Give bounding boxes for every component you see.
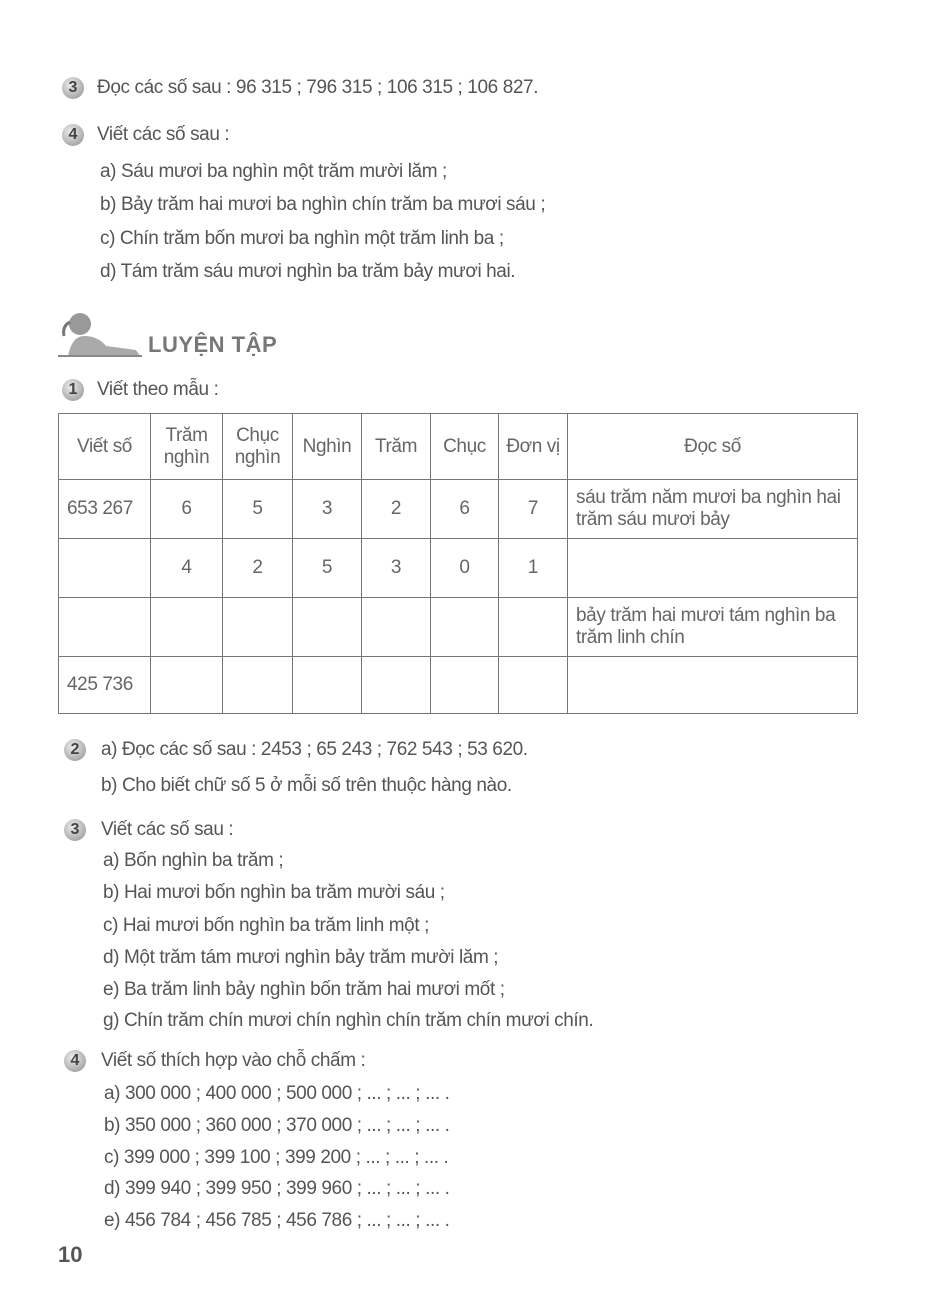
table-row <box>59 657 858 714</box>
exercise-3-prompt: Đọc các số sau : 96 315 ; 796 315 ; 106 315 ; 106 827. <box>97 77 539 98</box>
cell <box>499 657 568 714</box>
page-number: 10 <box>58 1242 83 1267</box>
exercise-number-badge: 3 <box>62 77 84 99</box>
cell: sáu trăm năm mươi ba nghìn hai trăm sáu mươi bảy <box>568 480 858 539</box>
cell: 5 <box>223 480 293 539</box>
table-header-row <box>59 414 858 480</box>
cell: 7 <box>499 480 568 539</box>
cell <box>293 657 362 714</box>
exercise-item: d) 399 940 ; 399 950 ; 399 960 ; ... ; ... ; ... . <box>104 1178 450 1199</box>
exercise-item: a) Đọc các số sau : 2453 ; 65 243 ; 762 543 ; 53 620. <box>101 739 528 760</box>
cell <box>151 657 223 714</box>
exercise-item: d) Một trăm tám mươi nghìn bảy trăm mười lăm ; <box>103 947 499 968</box>
cell <box>223 657 293 714</box>
exercise-4-prompt: Viết số thích hợp vào chỗ chấm : <box>101 1050 366 1071</box>
cell <box>362 598 431 657</box>
exercise-item: c) Hai mươi bốn nghìn ba trăm linh một ; <box>103 915 429 936</box>
exercise-item: g) Chín trăm chín mươi chín nghìn chín trăm chín mươi chín. <box>103 1010 594 1031</box>
cell: 0 <box>431 539 499 598</box>
cell: 3 <box>293 480 362 539</box>
cell: 4 <box>151 539 223 598</box>
header-cell: Đọc số <box>568 414 858 480</box>
header-cell: Trăm <box>362 414 431 480</box>
exercise-item: a) Sáu mươi ba nghìn một trăm mười lăm ; <box>100 161 447 182</box>
table-row <box>59 598 858 657</box>
cell: 2 <box>362 480 431 539</box>
header-cell: Chục <box>431 414 499 480</box>
cell <box>59 539 151 598</box>
cell <box>223 598 293 657</box>
cell <box>151 598 223 657</box>
exercise-item: b) 350 000 ; 360 000 ; 370 000 ; ... ; ... ; ... . <box>104 1115 450 1136</box>
exercise-item: e) 456 784 ; 456 785 ; 456 786 ; ... ; ... ; ... . <box>104 1210 450 1231</box>
cell <box>499 598 568 657</box>
exercise-item: c) Chín trăm bốn mươi ba nghìn một trăm linh ba ; <box>100 228 504 249</box>
exercise-item: b) Bảy trăm hai mươi ba nghìn chín trăm ba mươi sáu ; <box>100 194 546 215</box>
cell: bảy trăm hai mươi tám nghìn ba trăm linh chín <box>568 598 858 657</box>
exercise-item: a) Bốn nghìn ba trăm ; <box>103 850 284 871</box>
exercise-number-badge: 1 <box>62 379 84 401</box>
girl-writing-icon <box>58 308 142 358</box>
section-title: LUYỆN TẬP <box>148 332 278 357</box>
exercise-number-badge: 4 <box>64 1050 86 1072</box>
cell: 3 <box>362 539 431 598</box>
cell: 6 <box>151 480 223 539</box>
exercise-number-badge: 4 <box>62 124 84 146</box>
place-value-table <box>58 413 858 714</box>
cell <box>59 598 151 657</box>
table-row <box>59 539 858 598</box>
cell <box>293 598 362 657</box>
cell <box>362 657 431 714</box>
cell: 1 <box>499 539 568 598</box>
header-cell: Chục nghìn <box>223 414 293 480</box>
cell: 653 267 <box>59 480 151 539</box>
table-row <box>59 480 858 539</box>
exercise-item: e) Ba trăm linh bảy nghìn bốn trăm hai mươi mốt ; <box>103 979 505 1000</box>
cell: 5 <box>293 539 362 598</box>
exercise-4-prompt: Viết các số sau : <box>97 124 230 145</box>
cell: 425 736 <box>59 657 151 714</box>
cell <box>431 657 499 714</box>
exercise-item: c) 399 000 ; 399 100 ; 399 200 ; ... ; ... ; ... . <box>104 1147 449 1168</box>
cell <box>568 657 858 714</box>
header-cell: Viết số <box>59 414 151 480</box>
exercise-number-badge: 2 <box>64 739 86 761</box>
cell: 6 <box>431 480 499 539</box>
exercise-item: a) 300 000 ; 400 000 ; 500 000 ; ... ; ... ; ... . <box>104 1083 450 1104</box>
header-cell: Trăm nghìn <box>151 414 223 480</box>
cell <box>431 598 499 657</box>
exercise-item: b) Cho biết chữ số 5 ở mỗi số trên thuộc hàng nào. <box>101 775 512 796</box>
exercise-item: d) Tám trăm sáu mươi nghìn ba trăm bảy mươi hai. <box>100 261 516 282</box>
cell <box>568 539 858 598</box>
exercise-number-badge: 3 <box>64 819 86 841</box>
exercise-3-prompt: Viết các số sau : <box>101 819 234 840</box>
exercise-1-prompt: Viết theo mẫu : <box>97 379 219 400</box>
exercise-item: b) Hai mươi bốn nghìn ba trăm mười sáu ; <box>103 882 445 903</box>
cell: 2 <box>223 539 293 598</box>
header-cell: Nghìn <box>293 414 362 480</box>
header-cell: Đơn vị <box>499 414 568 480</box>
